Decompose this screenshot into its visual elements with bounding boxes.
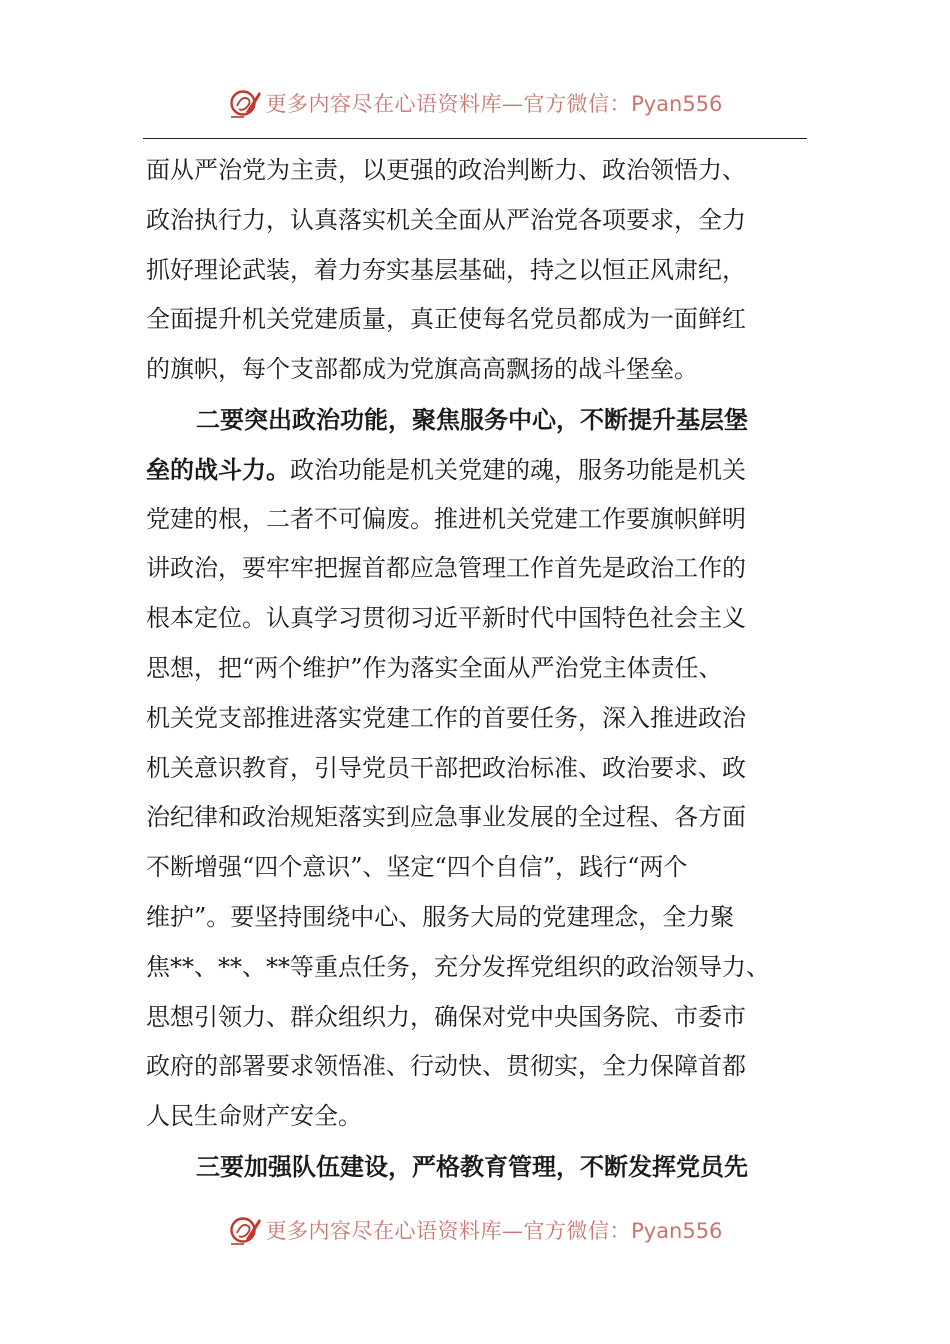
footer-watermark-brand: Pyan556 (631, 1219, 723, 1243)
text-line-13: 机关意识教育，引导党员干部把政治标准、政治要求、政 (146, 753, 746, 782)
text-line-7-body: 政治功能是机关党建的魂，服务功能是机关 (290, 455, 746, 484)
footer-watermark-text: 更多内容尽在心语资料库—官方微信：Pyan556 (265, 1219, 723, 1243)
text-line-18: 思想引领力、群众组织力，确保对党中央国务院、市委市 (146, 1002, 746, 1031)
text-line-4: 全面提升机关党建质量，真正使每名党员都成为一面鲜红 (146, 305, 746, 334)
header-watermark-text: 更多内容尽在心语资料库—官方微信：Pyan556 (265, 92, 723, 116)
text-line-17: 焦**、**、**等重点任务，充分发挥党组织的政治领导力、 (146, 952, 770, 981)
document-body (146, 146, 810, 1192)
text-line-11: 思想，把“两个维护”作为落实全面从严治党主体责任、 (146, 653, 723, 682)
pen-logo-icon (228, 1213, 262, 1247)
section-heading-2-end: 垒的战斗力。 (146, 454, 290, 484)
text-line-15: 不断增强“四个意识”、坚定“四个自信”，践行“两个 (146, 853, 688, 882)
header-watermark (0, 83, 950, 123)
text-line-3: 抓好理论武装，着力夯实基层基础，持之以恒正风肃纪， (146, 255, 746, 284)
text-line-20: 人民生命财产安全。 (146, 1102, 362, 1131)
section-heading-2: 二要突出政治功能，聚焦服务中心，不断提升基层堡 (196, 404, 748, 434)
text-line-12: 机关党支部推进落实党建工作的首要任务，深入推进政治 (146, 703, 746, 732)
text-line-14: 治纪律和政治规矩落实到应急事业发展的全过程、各方面 (146, 803, 746, 832)
text-line-16: 维护”。要坚持围绕中心、服务大局的党建理念，全力聚 (146, 902, 735, 931)
section-heading-3: 三要加强队伍建设，严格教育管理，不断发挥党员先 (196, 1151, 748, 1181)
footer-watermark (0, 1210, 950, 1250)
header-divider (143, 138, 807, 139)
text-line-9: 讲政治，要牢牢把握首都应急管理工作首先是政治工作的 (146, 554, 746, 583)
text-line-8: 党建的根，二者不可偏废。推进机关党建工作要旗帜鲜明 (146, 504, 746, 533)
text-line-7 (146, 445, 810, 495)
text-line-5: 的旗帜，每个支部都成为党旗高高飘扬的战斗堡垒。 (146, 355, 698, 384)
text-line-1: 面从严治党为主责，以更强的政治判断力、政治领悟力、 (146, 156, 746, 184)
text-line-10: 根本定位。认真学习贯彻习近平新时代中国特色社会主义 (146, 604, 746, 633)
text-line-2: 政治执行力，认真落实机关全面从严治党各项要求，全力 (146, 205, 746, 234)
text-line-19: 政府的部署要求领悟准、行动快、贯彻实，全力保障首都 (146, 1052, 746, 1081)
pen-logo-icon (228, 86, 262, 120)
header-watermark-brand: Pyan556 (631, 92, 723, 116)
